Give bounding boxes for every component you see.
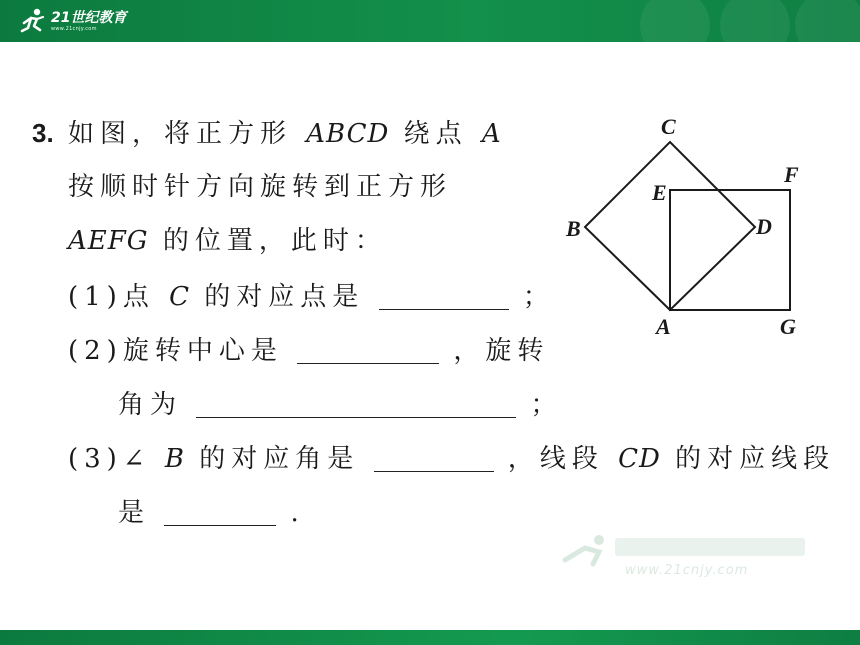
runner-icon xyxy=(18,6,48,36)
question-text: ； xyxy=(522,282,555,312)
math-a: A xyxy=(481,119,502,149)
label-b: B xyxy=(566,216,581,241)
answer-blank[interactable] xyxy=(297,339,439,364)
footer-bar xyxy=(0,630,860,645)
question-text: 是 xyxy=(118,498,151,528)
logo-url: www.21cnjy.com xyxy=(51,25,97,32)
label-a: A xyxy=(656,314,671,339)
problem-number: 3. xyxy=(32,118,54,148)
question-text: 的对应点是 xyxy=(204,282,365,312)
question-3-line-2 xyxy=(118,500,305,526)
question-2 xyxy=(68,338,549,364)
problem-text: 绕点 xyxy=(403,119,468,149)
question-text: 的对应线段 xyxy=(675,444,836,474)
header-decoration xyxy=(720,0,790,42)
math-aefg: AEFG xyxy=(68,226,149,256)
question-text: (3)∠ xyxy=(68,444,151,474)
label-g: G xyxy=(780,314,796,339)
header-decoration xyxy=(795,0,860,42)
label-f: F xyxy=(784,162,799,187)
math-b: B xyxy=(164,444,185,474)
question-text: (2)旋转中心是 xyxy=(68,336,283,366)
logo-title: 21世纪教育 xyxy=(51,9,127,26)
question-text: 角为 xyxy=(118,390,183,420)
question-2-line-2 xyxy=(118,392,563,418)
math-cd: CD xyxy=(618,444,661,474)
problem-line-1 xyxy=(32,120,502,147)
brand-logo xyxy=(18,4,126,38)
answer-blank[interactable] xyxy=(379,285,509,310)
question-text: ，旋转 xyxy=(453,336,550,366)
math-abcd: ABCD xyxy=(306,119,390,149)
answer-blank[interactable] xyxy=(164,501,276,526)
question-3 xyxy=(68,446,835,472)
question-text: ，线段 xyxy=(507,444,604,474)
watermark-url: www.21cnjy.com xyxy=(625,563,749,578)
problem-text: 的位置，此时： xyxy=(162,226,387,256)
header-decoration xyxy=(640,0,710,42)
question-1 xyxy=(68,284,555,310)
question-text: 的对应角是 xyxy=(199,444,360,474)
label-e: E xyxy=(652,180,667,205)
geometry-figure xyxy=(560,112,820,347)
problem-text: 按顺时针方向旋转到正方形 xyxy=(68,172,453,202)
header-bar xyxy=(0,0,860,42)
label-c: C xyxy=(661,114,676,139)
problem-line-3 xyxy=(68,228,387,254)
math-c: C xyxy=(169,282,191,312)
problem-text: 如图，将正方形 xyxy=(67,119,292,149)
question-text: . xyxy=(290,498,305,528)
answer-blank[interactable] xyxy=(196,393,516,418)
label-d: D xyxy=(756,214,772,239)
answer-blank[interactable] xyxy=(374,447,494,472)
question-text: (1)点 xyxy=(68,282,155,312)
watermark-logo xyxy=(555,530,825,580)
question-text: ； xyxy=(530,390,563,420)
problem-line-2 xyxy=(68,174,452,200)
